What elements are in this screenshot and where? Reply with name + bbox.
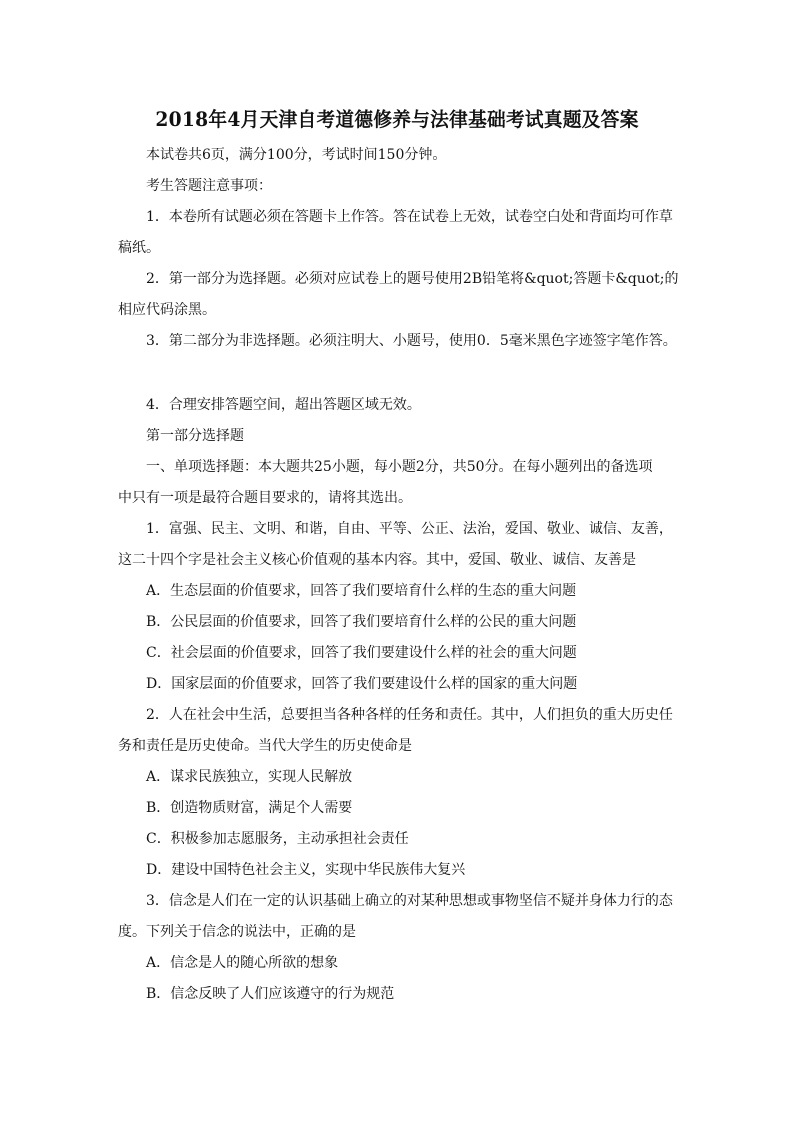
question-2-option-d: D．建设中国特色社会主义，实现中华民族伟大复兴 [146,862,466,878]
notice-3-line: 3．第二部分为非选择题。必须注明大、小题号，使用0．5毫米黑色字迹签字笔作答。 [146,333,677,349]
question-3-line-2: 度。下列关于信念的说法中，正确的是 [118,924,356,940]
question-2-option-b: B．创造物质财富，满足个人需要 [146,800,353,816]
notice-2-line-2: 相应代码涂黑。 [118,302,216,318]
notice-1-line-2: 稿纸。 [118,240,160,256]
question-2-line-1: 2．人在社会中生活，总要担当各种各样的任务和责任。其中，人们担负的重大历史任 [146,707,673,723]
question-2-line-2: 务和责任是历史使命。当代大学生的历史使命是 [118,738,412,754]
notice-2-line-1: 2．第一部分为选择题。必须对应试卷上的题号使用2B铅笔将&quot;答题卡&quot;的 [146,271,679,287]
section-instructions-line-2: 中只有一项是最符合题目要求的，请将其选出。 [118,490,412,506]
notice-4-line: 4．合理安排答题空间，超出答题区域无效。 [146,397,421,413]
question-1-option-b: B．公民层面的价值要求，回答了我们要培育什么样的公民的重大问题 [146,614,577,630]
section-instructions-line-1: 一、单项选择题：本大题共25小题，每小题2分，共50分。在每小题列出的备选项 [146,459,653,475]
document-title: 2018年4月天津自考道德修养与法律基础考试真题及答案 [155,108,639,131]
part-one-heading: 第一部分选择题 [146,428,244,444]
question-2-option-a: A．谋求民族独立，实现人民解放 [146,769,353,785]
question-2-option-c: C．积极参加志愿服务，主动承担社会责任 [146,831,409,847]
question-3-option-a: A．信念是人的随心所欲的想象 [146,955,339,971]
question-1-line-1: 1．富强、民主、文明、和谐，自由、平等、公正、法治，爱国、敬业、诚信、友善， [146,521,673,537]
question-3-line-1: 3．信念是人们在一定的认识基础上确立的对某种思想或事物坚信不疑并身体力行的态 [146,893,673,909]
question-1-option-d: D．国家层面的价值要求，回答了我们要建设什么样的国家的重大问题 [146,676,578,692]
question-1-option-a: A．生态层面的价值要求，回答了我们要培育什么样的生态的重大问题 [146,583,577,599]
notice-1-line-1: 1．本卷所有试题必须在答题卡上作答。答在试卷上无效，试卷空白处和背面均可作草 [146,209,673,225]
question-1-option-c: C．社会层面的价值要求，回答了我们要建设什么样的社会的重大问题 [146,645,577,661]
exam-info-line: 本试卷共6页，满分100分，考试时间150分钟。 [146,147,447,163]
question-3-option-b: B．信念反映了人们应该遵守的行为规范 [146,986,395,1002]
question-1-line-2: 这二十四个字是社会主义核心价值观的基本内容。其中，爱国、敬业、诚信、友善是 [118,552,636,568]
notice-heading: 考生答题注意事项： [146,178,272,194]
